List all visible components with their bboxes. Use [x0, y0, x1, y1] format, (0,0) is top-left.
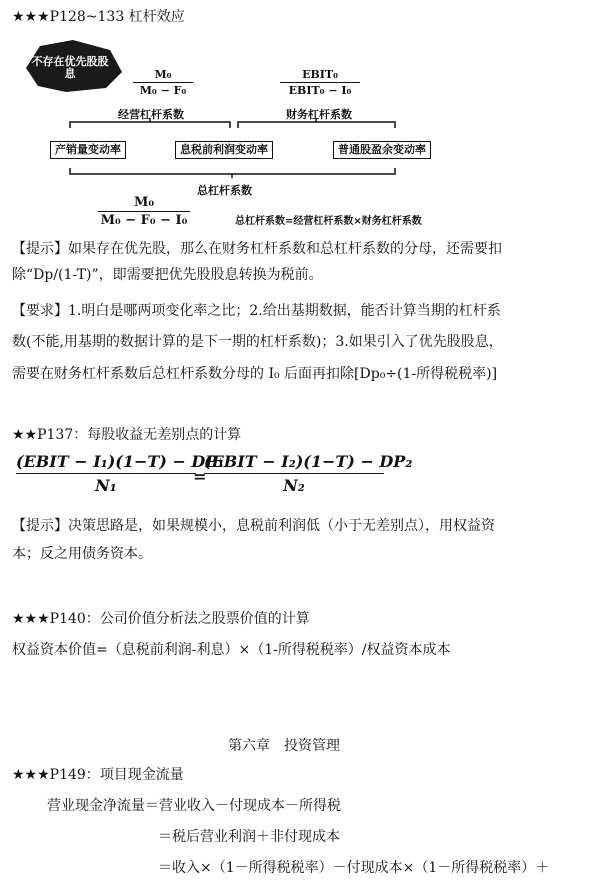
section1-heading: ★★★P128~133 杠杆效应 — [12, 9, 185, 25]
eps-left-denominator: N₁ — [95, 476, 117, 495]
req-line2: 数(不能,用基期的数据计算的是下一期的杠杆系数)；3.如果引入了优先股股息， — [12, 334, 503, 350]
tip2-line2: 本；反之用债务资本。 — [12, 546, 152, 562]
cashflow-line1: 营业现金净流量＝营业收入－付现成本－所得税 — [47, 798, 341, 814]
dol-numerator: M₀ — [154, 68, 172, 81]
dtl-denominator: M₀ − F₀ − I₀ — [100, 213, 188, 228]
eps-right-fraction — [204, 452, 413, 495]
section2-heading: ★★P137：每股收益无差别点的计算 — [12, 427, 242, 443]
badge-text: 不存在优先股股息 — [31, 55, 109, 80]
tip1-line1: 【提示】如果存在优先股，那么在财务杠杆系数和总杠杆系数的分母，还需要扣 — [12, 241, 502, 257]
dfl-label: 财务杠杆系数 — [286, 108, 352, 121]
section3-heading: ★★★P140：公司价值分析法之股票价值的计算 — [12, 611, 310, 627]
dol-label: 经营杠杆系数 — [118, 108, 184, 121]
section4-heading: ★★★P149：项目现金流量 — [12, 767, 184, 783]
eps-left-numerator: (EBIT − I₁)(1−T) − DP₁ — [16, 452, 225, 471]
dtl-relation: 总杠杆系数=经营杠杆系数×财务杠杆系数 — [235, 216, 422, 227]
cashflow-line3: ＝收入×（1－所得税税率）－付现成本×（1－所得税税率）＋ — [158, 860, 550, 876]
box-sales-change: 产销量变动率 — [50, 141, 126, 159]
req-line3: 需要在财务杠杆系数后总杠杆系数分母的 I₀ 后面再扣除[Dp₀÷(1-所得税税率)] — [12, 366, 498, 382]
eps-right-numerator: (EBIT − I₂)(1−T) − DP₂ — [204, 452, 413, 471]
dtl-fraction — [98, 195, 190, 228]
dfl-numerator: EBIT₀ — [302, 68, 338, 81]
dfl-denominator: EBIT₀ − I₀ — [288, 84, 352, 97]
eps-left-fraction — [16, 452, 225, 495]
dol-denominator: M₀ − F₀ — [139, 84, 187, 97]
leverage-diagram — [0, 28, 590, 233]
req-line1: 【要求】1.明白是哪两项变化率之比；2.给出基期数据，能否计算当期的杠杆系 — [12, 303, 501, 319]
eps-equals: = — [193, 467, 207, 486]
box-ebit-change: 息税前利润变动率 — [175, 141, 273, 159]
dtl-label: 总杠杆系数 — [197, 184, 252, 197]
box-eps-change: 普通股盈余变动率 — [333, 141, 431, 159]
eps-right-denominator: N₂ — [283, 476, 305, 495]
tip1-line2: 除“Dp/(1-T)”，即需要把优先股股息转换为税前。 — [12, 267, 323, 283]
chapter-title: 第六章 投资管理 — [228, 738, 340, 754]
equity-value-formula: 权益资本价值=（息税前利润-利息）×（1-所得税税率）/权益资本成本 — [12, 642, 451, 658]
cashflow-line2: ＝税后营业利润＋非付现成本 — [158, 829, 340, 845]
dtl-numerator: M₀ — [133, 195, 155, 210]
tip2-line1: 【提示】决策思路是，如果规模小，息税前利润低（小于无差别点），用权益资 — [12, 518, 495, 534]
brace-lines — [0, 28, 590, 233]
